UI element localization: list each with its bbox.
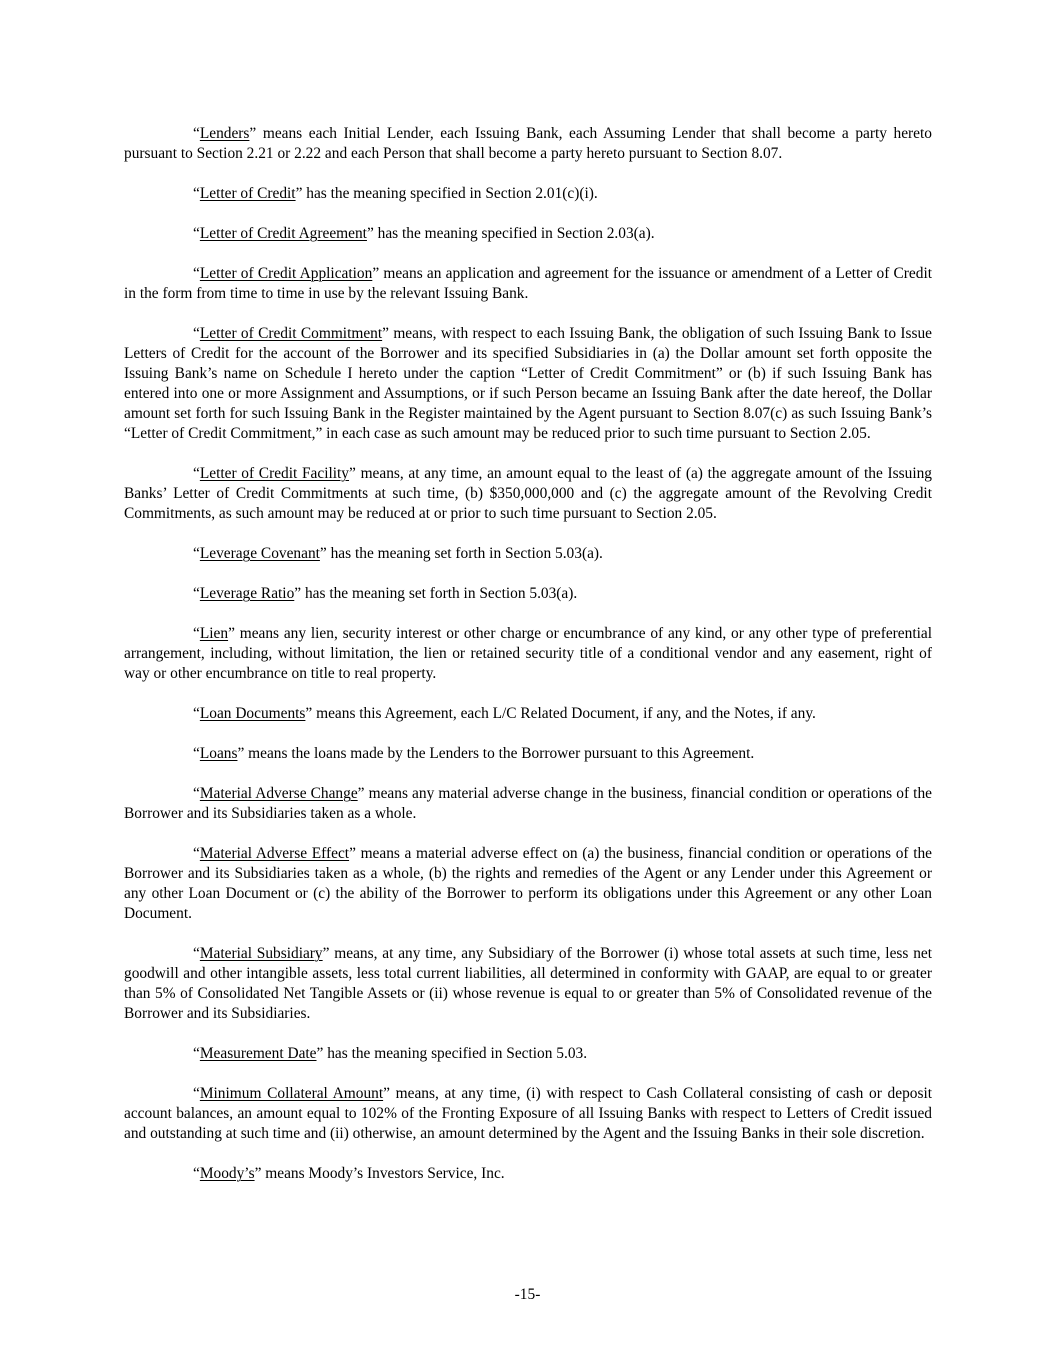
- defined-term: Measurement Date: [199, 1045, 317, 1062]
- definition-text: has the meaning set forth in Section 5.03(a).: [301, 585, 578, 602]
- page-number: -15-: [514, 1286, 541, 1303]
- definition-text: has the meaning specified in Section 2.03(a).: [373, 225, 655, 242]
- definition-minimum-collateral-amount: “Minimum Collateral Amount” means, at any time, (i) with respect to Cash Collateral consisting of cash or deposit account balances, an amount equal to 102% of the Fronting Exposure of all Issuing Banks with respect to Letters of Credit issued and outstanding at such time and (ii) otherwise, an amount determined by the Agent and the Issuing Banks in their sole discretion.: [124, 1085, 932, 1142]
- definition-loan-documents: “Loan Documents” means this Agreement, each L/C Related Document, if any, and the Notes, if any.: [193, 705, 816, 722]
- defined-term: Loan Documents: [199, 705, 306, 722]
- definition-text: has the meaning specified in Section 2.01(c)(i).: [302, 185, 598, 202]
- definition-text: means the loans made by the Lenders to the Borrower pursuant to this Agreement.: [244, 745, 755, 762]
- defined-term: Lien: [199, 625, 229, 642]
- defined-term: Letter of Credit Commitment: [199, 325, 383, 342]
- definition-letter-of-credit-agreement: “Letter of Credit Agreement” has the meaning specified in Section 2.03(a).: [193, 225, 655, 242]
- definition-text: has the meaning specified in Section 5.03.: [323, 1045, 588, 1062]
- defined-term: Letter of Credit Agreement: [199, 225, 367, 242]
- definition-letter-of-credit-application: “Letter of Credit Application” means an application and agreement for the issuance or amendment of a Letter of Credit in the form from time to time in use by the relevant Issuing Bank.: [124, 265, 932, 302]
- defined-term: Material Adverse Effect: [199, 845, 350, 862]
- definition-leverage-covenant: “Leverage Covenant” has the meaning set forth in Section 5.03(a).: [193, 545, 603, 562]
- definition-leverage-ratio: “Leverage Ratio” has the meaning set forth in Section 5.03(a).: [193, 585, 578, 602]
- definition-text: means, at any time, an amount equal to the least of (a) the aggregate amount of the Issuing Banks’ Letter of Credit Commitments at such time, (b) $350,000,000 and (c) the aggregate amount of the Revolving Credit Commitments, as such amount may be reduced at or prior to such time pursuant to Section 2.05.: [124, 465, 932, 522]
- defined-term: Leverage Covenant: [199, 545, 320, 562]
- definition-loans: “Loans” means the loans made by the Lenders to the Borrower pursuant to this Agreement.: [193, 745, 755, 762]
- defined-term: Lenders: [199, 125, 250, 142]
- definition-text: has the meaning set forth in Section 5.03(a).: [326, 545, 603, 562]
- defined-term: Material Adverse Change: [199, 785, 358, 802]
- definition-text: means Moody’s Investors Service, Inc.: [261, 1165, 505, 1182]
- definition-text: means, at any time, any Subsidiary of the Borrower (i) whose total assets at such time, less net goodwill and other intangible assets, less total current liabilities, all determined in conformity with GAAP, are equal to or greater than 5% of Consolidated Net Tangible Assets or (ii) whose revenue is equal to or greater than 5% of Consolidated revenue of the Borrower and its Subsidiaries.: [124, 945, 932, 1022]
- definition-text: means each Initial Lender, each Issuing Bank, each Assuming Lender that shall become a party hereto pursuant to Section 2.21 or 2.22 and each Person that shall become a party hereto pursuant to Section 8.07.: [124, 125, 932, 162]
- definition-lenders: “Lenders” means each Initial Lender, each Issuing Bank, each Assuming Lender that shall become a party hereto pursuant to Section 2.21 or 2.22 and each Person that shall become a party hereto pursuant to Section 8.07.: [124, 125, 932, 162]
- definition-text: means a material adverse effect on (a) the business, financial condition or operations of the Borrower and its Subsidiaries taken as a whole, (b) the rights and remedies of the Agent or any Lender under this Agreement or any other Loan Document or (c) the ability of the Borrower to perform its obligations under this Agreement or any other Loan Document.: [124, 845, 932, 922]
- defined-term: Letter of Credit: [199, 185, 296, 202]
- definition-measurement-date: “Measurement Date” has the meaning specified in Section 5.03.: [193, 1045, 588, 1062]
- definition-moodys: “Moody’s” means Moody’s Investors Service, Inc.: [193, 1165, 505, 1182]
- defined-term: Letter of Credit Application: [199, 265, 373, 282]
- defined-term: Loans: [199, 745, 238, 762]
- definition-letter-of-credit-commitment: “Letter of Credit Commitment” means, with respect to each Issuing Bank, the obligation of such Issuing Bank to Issue Letters of Credit for the account of the Borrower and its specified Subsidiaries in (a) the Dollar amount set forth opposite the Issuing Bank’s name on Schedule I hereto under the caption “Letter of Credit Commitment” or (b) if such Issuing Bank has entered into one or more Assignment and Assumptions, or if such Person became an Issuing Bank after the date hereof, the Dollar amount set forth for such Issuing Bank in the Register maintained by the Agent pursuant to Section 8.07(c) as such Issuing Bank’s “Letter of Credit Commitment,” in each case as such amount may be reduced prior to such time pursuant to Section 2.05.: [124, 325, 932, 442]
- definition-text: means any material adverse change in the business, financial condition or operations of the Borrower and its Subsidiaries taken as a whole.: [124, 785, 932, 822]
- definition-text: means any lien, security interest or other charge or encumbrance of any kind, or any other type of preferential arrangement, including, without limitation, the lien or retained security title of a conditional vendor and any easement, right of way or other encumbrance on title to real property.: [124, 625, 932, 682]
- definition-letter-of-credit-facility: “Letter of Credit Facility” means, at any time, an amount equal to the least of (a) the aggregate amount of the Issuing Banks’ Letter of Credit Commitments at such time, (b) $350,000,000 and (c) the aggregate amount of the Revolving Credit Commitments, as such amount may be reduced at or prior to such time pursuant to Section 2.05.: [124, 465, 932, 522]
- definition-text: means an application and agreement for the issuance or amendment of a Letter of Credit in the form from time to time in use by the relevant Issuing Bank.: [124, 265, 932, 302]
- definition-material-adverse-change: “Material Adverse Change” means any material adverse change in the business, financial condition or operations of the Borrower and its Subsidiaries taken as a whole.: [124, 785, 932, 822]
- definition-material-adverse-effect: “Material Adverse Effect” means a material adverse effect on (a) the business, financial condition or operations of the Borrower and its Subsidiaries taken as a whole, (b) the rights and remedies of the Agent or any Lender under this Agreement or any other Loan Document or (c) the ability of the Borrower to perform its obligations under this Agreement or any other Loan Document.: [124, 845, 932, 922]
- defined-term: Material Subsidiary: [199, 945, 323, 962]
- definition-text: means this Agreement, each L/C Related Document, if any, and the Notes, if any.: [312, 705, 816, 722]
- defined-term: Minimum Collateral Amount: [199, 1085, 384, 1102]
- defined-term: Moody’s: [199, 1165, 255, 1182]
- document-page: [124, 124, 932, 1204]
- defined-term: Letter of Credit Facility: [199, 465, 350, 482]
- definition-text: means, at any time, (i) with respect to Cash Collateral consisting of cash or deposit account balances, an amount equal to 102% of the Fronting Exposure of all Issuing Banks with respect to Letters of Credit issued and outstanding at such time and (ii) otherwise, an amount determined by the Agent and the Issuing Banks in their sole discretion.: [124, 1085, 932, 1142]
- defined-term: Leverage Ratio: [199, 585, 295, 602]
- definition-letter-of-credit: “Letter of Credit” has the meaning specified in Section 2.01(c)(i).: [193, 185, 598, 202]
- definition-text: means, with respect to each Issuing Bank, the obligation of such Issuing Bank to Issue Letters of Credit for the account of the Borrower and its specified Subsidiaries in (a) the Dollar amount set forth opposite the Issuing Bank’s name on Schedule I hereto under the caption “Letter of Credit Commitment” or (b) if such Issuing Bank has entered into one or more Assignment and Assumptions, or if such Person became an Issuing Bank after the date hereof, the Dollar amount set forth for such Issuing Bank in the Register maintained by the Agent pursuant to Section 8.07(c) as such Issuing Bank’s “Letter of Credit Commitment,” in each case as such amount may be reduced prior to such time pursuant to Section 2.05.: [124, 325, 932, 442]
- definition-material-subsidiary: “Material Subsidiary” means, at any time, any Subsidiary of the Borrower (i) whose total assets at such time, less net goodwill and other intangible assets, less total current liabilities, all determined in conformity with GAAP, are equal to or greater than 5% of Consolidated Net Tangible Assets or (ii) whose revenue is equal to or greater than 5% of Consolidated revenue of the Borrower and its Subsidiaries.: [124, 945, 932, 1022]
- definition-lien: “Lien” means any lien, security interest or other charge or encumbrance of any kind, or any other type of preferential arrangement, including, without limitation, the lien or retained security title of a conditional vendor and any easement, right of way or other encumbrance on title to real property.: [124, 625, 932, 682]
